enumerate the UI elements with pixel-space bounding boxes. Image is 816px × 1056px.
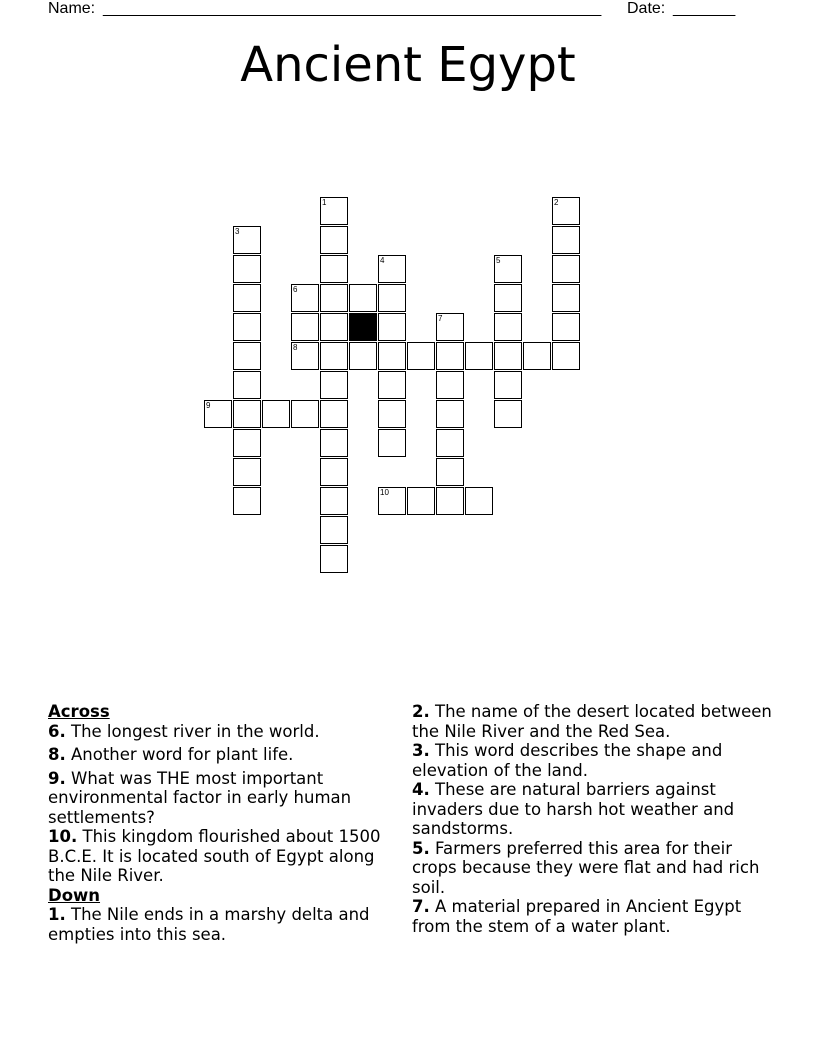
grid-cell[interactable] [552, 284, 580, 312]
grid-cell[interactable] [320, 545, 348, 573]
grid-cell[interactable] [494, 313, 522, 341]
across-heading: Across [48, 702, 110, 721]
grid-cell[interactable] [204, 400, 232, 428]
clue-across-6: 6. The longest river in the world. [48, 721, 320, 741]
grid-cell[interactable] [494, 400, 522, 428]
grid-cell[interactable] [349, 284, 377, 312]
grid-cell[interactable] [378, 342, 406, 370]
grid-cell[interactable] [320, 226, 348, 254]
clue-down-7: 7. A material prepared in Ancient Egypt from the stem of a water plant. [412, 897, 742, 936]
clues-right-column [412, 702, 772, 936]
grid-cell[interactable] [378, 400, 406, 428]
grid-cell[interactable] [465, 342, 493, 370]
grid-cell[interactable] [320, 371, 348, 399]
grid-cell[interactable] [233, 342, 261, 370]
black-block-cell [349, 313, 377, 341]
grid-cell[interactable] [378, 284, 406, 312]
name-field-line[interactable]: ________________________________________________________ [103, 0, 602, 17]
grid-cell[interactable] [233, 400, 261, 428]
cell-number: 3 [235, 227, 240, 236]
clue-down-5: 5. Farmers preferred this area for their crops because they were flat and had rich soil. [412, 838, 760, 897]
grid-cell[interactable] [436, 429, 464, 457]
cell-number: 8 [293, 343, 298, 352]
clue-down-4: 4. These are natural barriers against invaders due to harsh hot weather and sandstorms. [412, 780, 735, 838]
grid-cell[interactable] [320, 516, 348, 544]
grid-cell[interactable] [320, 429, 348, 457]
grid-cell[interactable] [436, 313, 464, 341]
grid-cell[interactable] [233, 284, 261, 312]
grid-cell[interactable] [552, 226, 580, 254]
grid-cell[interactable] [436, 458, 464, 486]
grid-cell[interactable] [320, 458, 348, 486]
grid-cell[interactable] [494, 284, 522, 312]
grid-cell[interactable] [552, 342, 580, 370]
date-label: Date: [627, 0, 666, 17]
cell-number: 9 [206, 401, 211, 410]
grid-cell[interactable] [378, 371, 406, 399]
grid-cell[interactable] [291, 400, 319, 428]
clue-down-1: 1. The Nile ends in a marshy delta and empties into this sea. [48, 905, 370, 944]
grid-cell[interactable] [523, 342, 551, 370]
cell-number: 7 [438, 314, 443, 323]
grid-cell[interactable] [233, 226, 261, 254]
grid-cell[interactable] [494, 342, 522, 370]
header-line [48, 0, 768, 20]
clue-across-8: 8. Another word for plant life. [48, 745, 294, 764]
grid-cell[interactable] [233, 313, 261, 341]
grid-cell[interactable] [552, 313, 580, 341]
clue-down-2: 2. The name of the desert located between the Nile River and the Red Sea. [412, 702, 772, 741]
grid-cell[interactable] [233, 487, 261, 515]
grid-cell[interactable] [436, 342, 464, 370]
grid-cell[interactable] [552, 255, 580, 283]
grid-cell[interactable] [378, 313, 406, 341]
clue-across-9: 9. What was THE most important environmental factor in early human settlements? [48, 768, 352, 827]
grid-cell[interactable] [262, 400, 290, 428]
cell-number: 10 [380, 488, 389, 497]
clue-across-10: 10. This kingdom flourished about 1500 B.C.E. It is located south of Egypt along the Nile River. [48, 827, 381, 885]
grid-cell[interactable] [320, 400, 348, 428]
grid-cell[interactable] [233, 371, 261, 399]
grid-cell[interactable] [378, 429, 406, 457]
grid-cell[interactable] [320, 284, 348, 312]
date-field-line[interactable]: _______ [673, 0, 736, 17]
grid-cell[interactable] [378, 487, 406, 515]
grid-cell[interactable] [320, 487, 348, 515]
grid-cell[interactable] [436, 371, 464, 399]
grid-cell[interactable] [320, 313, 348, 341]
grid-cell[interactable] [436, 487, 464, 515]
cell-number: 4 [380, 256, 385, 265]
grid-cell[interactable] [349, 342, 377, 370]
cell-number: 1 [322, 198, 327, 207]
grid-cell[interactable] [291, 313, 319, 341]
grid-cell[interactable] [465, 487, 493, 515]
cell-number: 5 [496, 256, 501, 265]
grid-cell[interactable] [233, 429, 261, 457]
down-heading: Down [48, 885, 101, 905]
grid-cell[interactable] [407, 342, 435, 370]
clues-left-column [48, 702, 400, 948]
grid-cell[interactable] [320, 197, 348, 225]
cell-number: 6 [293, 285, 298, 294]
clue-down-3: 3. This word describes the shape and elevation of the land. [412, 741, 723, 780]
grid-cell[interactable] [291, 284, 319, 312]
grid-cell[interactable] [494, 371, 522, 399]
grid-cell[interactable] [436, 400, 464, 428]
grid-cell[interactable] [291, 342, 319, 370]
grid-cell[interactable] [233, 458, 261, 486]
grid-cell[interactable] [233, 255, 261, 283]
grid-cell[interactable] [320, 342, 348, 370]
cell-number: 2 [554, 198, 559, 207]
grid-cell[interactable] [320, 255, 348, 283]
page-title: Ancient Egypt [240, 37, 576, 93]
grid-cell[interactable] [552, 197, 580, 225]
name-label: Name: [48, 0, 96, 17]
grid-cell[interactable] [378, 255, 406, 283]
grid-cell[interactable] [494, 255, 522, 283]
grid-cell[interactable] [407, 487, 435, 515]
